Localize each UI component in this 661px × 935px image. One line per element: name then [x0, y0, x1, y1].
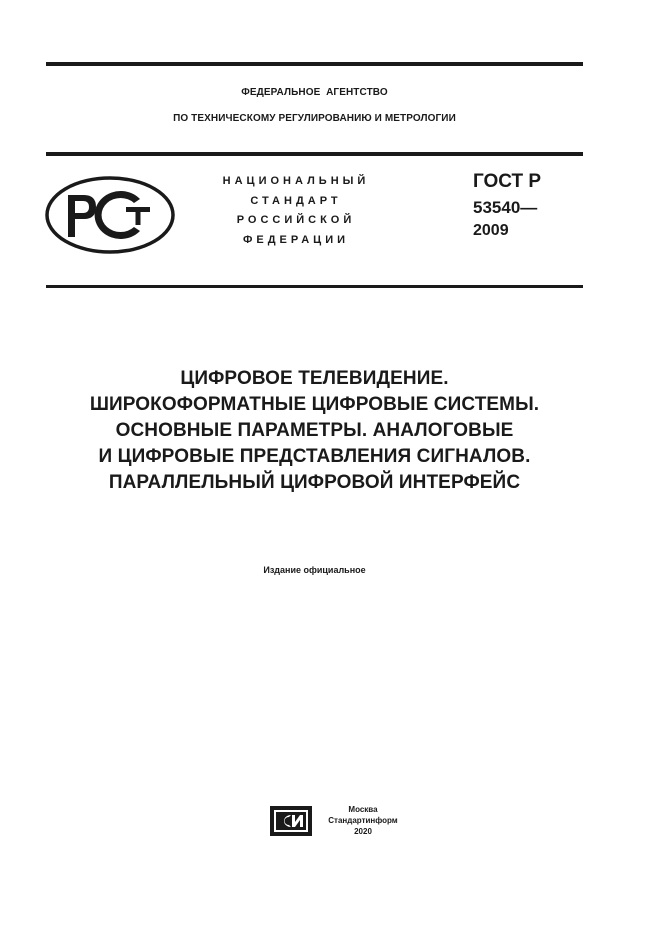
- agency-line-1: ФЕДЕРАЛЬНОЕ АГЕНТСТВО: [241, 87, 388, 98]
- title-line-4: И ЦИФРОВЫЕ ПРЕДСТАВЛЕНИЯ СИГНАЛОВ.: [98, 446, 531, 467]
- standard-designation: [473, 171, 541, 241]
- publisher-city: Москва: [348, 805, 378, 814]
- agency-line-2: ПО ТЕХНИЧЕСКОМУ РЕГУЛИРОВАНИЮ И МЕТРОЛОГИИ: [173, 113, 456, 124]
- standard-type-block: [196, 172, 396, 250]
- publisher-year: 2020: [354, 827, 372, 836]
- title-line-3: ОСНОВНЫЕ ПАРАМЕТРЫ. АНАЛОГОВЫЕ: [115, 420, 514, 441]
- edition-note: Издание официальное: [263, 565, 366, 575]
- publisher-imprint: [318, 804, 408, 837]
- rst-certification-mark-icon: [44, 175, 176, 255]
- standard-type-line-4: ФЕДЕРАЦИИ: [242, 233, 350, 246]
- designation-line-3: 2009: [473, 222, 509, 239]
- standard-type-line-1: НАЦИОНАЛЬНЫЙ: [222, 175, 370, 187]
- standard-type-line-3: РОССИЙСКОЙ: [236, 214, 356, 226]
- title-line-5: ПАРАЛЛЕЛЬНЫЙ ЦИФРОВОЙ ИНТЕРФЕЙС: [108, 472, 521, 493]
- designation-line-1: ГОСТ Р: [473, 171, 542, 192]
- standard-type-line-2: СТАНДАРТ: [250, 194, 342, 207]
- standartinform-logo-icon: [270, 806, 312, 836]
- publisher-name: Стандартинформ: [328, 816, 398, 825]
- document-title: [46, 366, 583, 496]
- middle-rule: [46, 152, 583, 156]
- top-rule: [46, 62, 583, 66]
- bottom-rule: [46, 285, 583, 288]
- designation-line-2: 53540—: [473, 198, 538, 217]
- title-line-1: ЦИФРОВОЕ ТЕЛЕВИДЕНИЕ.: [180, 368, 449, 389]
- title-line-2: ШИРОКОФОРМАТНЫЕ ЦИФРОВЫЕ СИСТЕМЫ.: [89, 394, 540, 415]
